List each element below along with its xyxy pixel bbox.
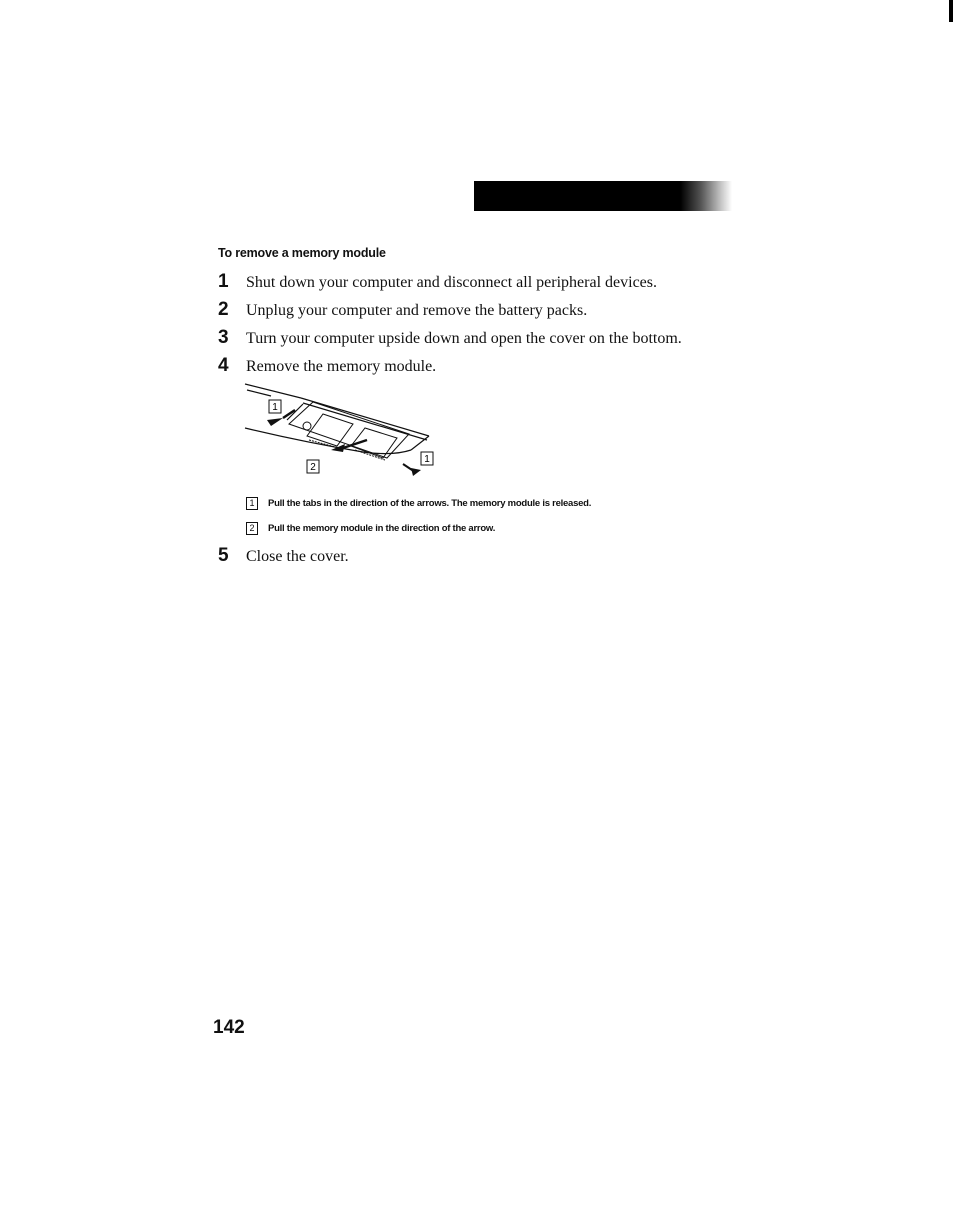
- step-number: 5: [218, 545, 229, 566]
- step-number: 2: [218, 299, 229, 320]
- step-5: [218, 545, 349, 567]
- step-number: 1: [218, 271, 229, 292]
- step-4: [218, 355, 436, 377]
- step-text: Turn your computer upside down and open the cover on the bottom.: [246, 330, 682, 347]
- note-text: Pull the memory module in the direction of the arrow.: [268, 522, 496, 534]
- step-text: Unplug your computer and remove the battery packs.: [246, 302, 588, 319]
- page-number: 142: [213, 1017, 245, 1038]
- page-edge-mark: [949, 0, 953, 22]
- note-text: Pull the tabs in the direction of the arrows. The memory module is released.: [268, 497, 592, 509]
- callout-1-top: [269, 400, 281, 413]
- step-number: 4: [218, 355, 229, 376]
- memory-module-illustration: [243, 380, 443, 480]
- note-1: [246, 495, 591, 511]
- step-number: 3: [218, 327, 229, 348]
- note-number-box: 1: [246, 497, 258, 510]
- step-text: Remove the memory module.: [246, 358, 437, 375]
- section-title: To remove a memory module: [218, 246, 386, 260]
- step-text: Close the cover.: [246, 548, 349, 565]
- callout-label: 1: [272, 402, 278, 413]
- memory-module: [289, 402, 409, 460]
- note-number-box: 2: [246, 522, 258, 535]
- note-2: [246, 520, 495, 536]
- step-1: [218, 271, 657, 293]
- callout-label: 2: [310, 462, 316, 473]
- step-2: [218, 299, 587, 321]
- step-3: [218, 327, 682, 349]
- step-text: Shut down your computer and disconnect all peripheral devices.: [246, 274, 657, 291]
- callout-2: [307, 460, 319, 473]
- callout-label: 1: [424, 454, 430, 465]
- section-header-bar: [474, 181, 732, 211]
- callout-1-right: [421, 452, 433, 465]
